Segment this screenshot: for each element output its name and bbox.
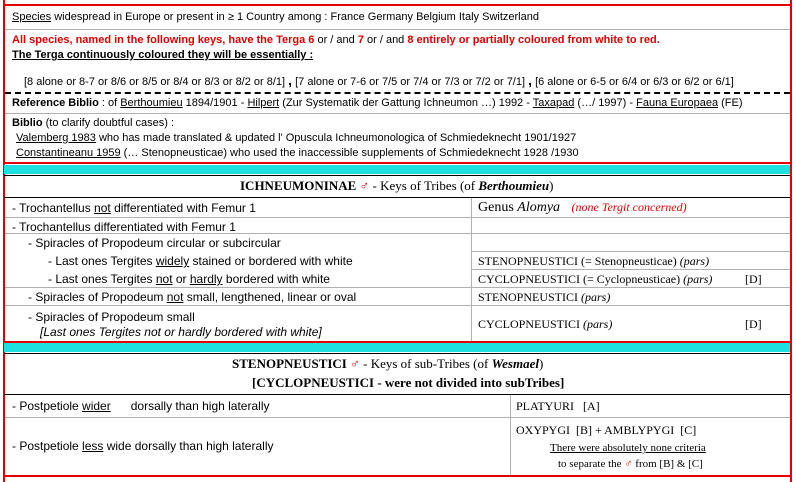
combo-c: [6 alone or 6-5 or 6/4 or 6/3 or 6/2 or 6/1] [535,76,734,88]
row-divider [471,251,790,252]
hilpert-link[interactable]: Hilpert [247,97,280,109]
red-divider [3,162,792,164]
s1-row-7-right: CYCLOPNEUSTICI (pars) [478,317,613,331]
divider [4,175,790,176]
s1-row-4-left: - Last ones Tergites widely stained or bordered with white [48,254,353,268]
reference-line: Reference Biblio : of Berthoumieu 1894/1901 - Hilpert (Zur Systematik der Gattung Ichneumon …) 1992 - Taxapad (…/ 1997) - Fauna Europaea (FE) [12,97,743,109]
s1-row-3-left: - Spiracles of Propodeum circular or subcircular [28,236,281,250]
row-divider [5,305,790,306]
dashed-divider [5,92,790,94]
s1-row-6-right: STENOPNEUSTICI (pars) [478,290,611,304]
s1-row-1-right: Genus Alomya (none Tergit concerned) [478,200,687,215]
species-label: Species [12,11,52,23]
s2-row-1-right: PLATYURI [A] [516,399,600,413]
column-divider [471,198,472,342]
s2-row-2-note-2: to separate the ♂ from [B] & [C] [558,458,703,470]
s2-row-2-right: OXYPYGI [B] + AMBLYPYGI [C] [516,423,697,437]
s2-row-2-left: - Postpetiole less wide dorsally than high laterally [12,439,274,453]
s1-row-5-right: CYCLOPNEUSTICI (= Cyclopneusticae) (pars) [478,272,713,286]
species-text: widespread in Europe or present in ≥ 1 Country among : France Germany Belgium Italy Switzerland [51,11,539,23]
taxapad-link[interactable]: Taxapad [532,97,575,109]
terga-line: The Terga continuously coloured they will be essentially : [12,49,314,61]
divider [4,353,790,354]
s1-row-6-left: - Spiracles of Propodeum not small, lengthened, linear or oval [28,290,357,304]
s1-row-7-left: - Spiracles of Propodeum small [28,310,195,324]
biblio-line-1: Valemberg 1983 who has made translated & updated l' Opuscula Ichneumonologica of Schmiedeknecht 1901/1927 [16,132,577,144]
s2-row-1-left: - Postpetiole wider dorsally than high laterally [12,399,270,413]
divider [5,29,790,30]
s1-row-7-tag: [D] [745,317,762,331]
left-border [3,0,5,482]
row-divider [471,269,790,270]
valemberg-link[interactable]: Valemberg 1983 [16,132,96,144]
right-border [790,0,792,482]
biblio-title: Biblio (to clarify doubtful cases) : [12,117,175,129]
fauna-europaea-link[interactable]: Fauna Europaea [636,97,719,109]
s1-row-2-left: - Trochantellus differentiated with Femur 1 [12,220,236,234]
s1-row-7-left-line2: [Last ones Tergites not or hardly bordered with white] [40,325,322,339]
top-border [3,4,792,6]
section1-title: ICHNEUMONINAE ♂ - Keys of Tribes (of Berthoumieu) [240,178,554,193]
row-divider [5,417,790,418]
section2-subtitle: [CYCLOPNEUSTICI - were not divided into subTribes] [252,375,565,390]
column-divider [510,395,511,475]
divider [5,113,790,114]
s2-row-2-note-1: There were absolutely none criteria [550,442,706,454]
combinations-line: [8 alone or 8-7 or 8/6 or 8/5 or 8/4 or 8/3 or 8/2 or 8/1] , [7 alone or 7-6 or 7/5 or 7/4 or 7/3 or 7/2 or 7/1] , [6 alone or 6-5 or 6/4 or 6/3 or 6/2 or 6/1] [24,72,734,88]
s1-row-5-tag: [D] [745,272,762,286]
cyan-separator [4,343,790,352]
bottom-red-border [3,475,792,477]
combo-b: [7 alone or 7-6 or 7/5 or 7/4 or 7/3 or 7/2 or 7/1] [295,76,526,88]
biblio-line-2: Constantineanu 1959 (… Stenopneusticae) who used the inaccessible supplements of Schmiedeknecht 1928 /1930 [16,147,579,159]
s1-row-5-left: - Last ones Tergites not or hardly bordered with white [48,272,330,286]
male-symbol-icon: ♂ [359,178,370,193]
constantineanu-link[interactable]: Constantineanu 1959 [16,147,121,159]
divider [4,394,790,395]
male-symbol-icon: ♂ [350,356,360,371]
row-divider [5,287,790,288]
section2-title: STENOPNEUSTICI ♂ - Keys of sub-Tribes (of Wesmael) [232,356,544,371]
s1-row-1-left: - Trochantellus not differentiated with Femur 1 [12,201,256,215]
all-species-line: All species, named in the following keys, have the Terga 6 or / and 7 or / and 8 entirely or partially coloured from white to red. [12,34,660,46]
cyan-separator [4,165,790,174]
row-divider [5,217,790,218]
s1-row-4-right: STENOPNEUSTICI (= Stenopneusticae) (pars) [478,254,710,268]
species-line [12,11,539,23]
male-symbol-icon: ♂ [624,458,633,470]
berthoumieu-link[interactable]: Berthoumieu [120,97,183,109]
combo-a: [8 alone or 8-7 or 8/6 or 8/5 or 8/4 or 8/3 or 8/2 or 8/1] [24,76,286,88]
divider [4,197,790,198]
